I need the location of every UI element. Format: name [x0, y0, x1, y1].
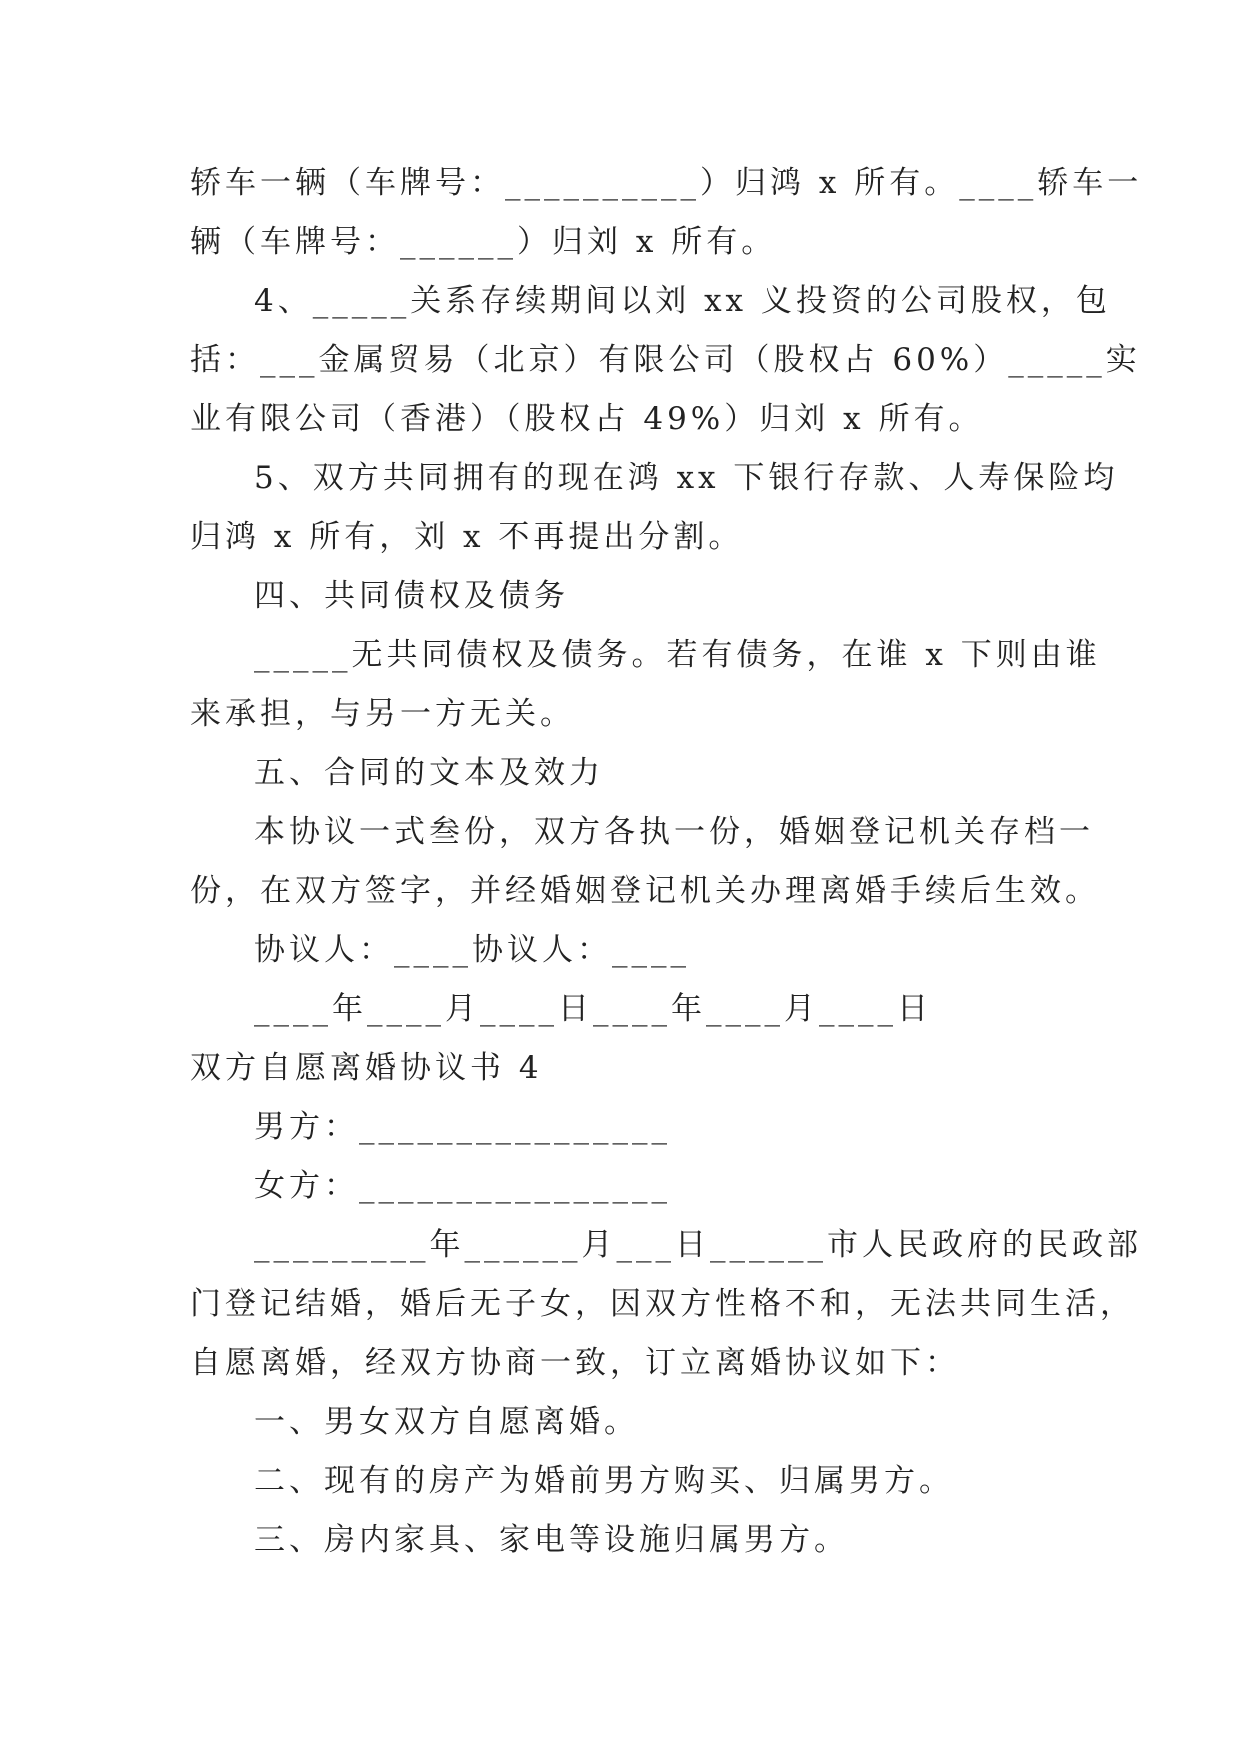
text-line: 辆（车牌号：______）归刘 x 所有。 — [190, 224, 777, 260]
text-line: 括：___金属贸易（北京）有限公司（股权占 60%）_____实 — [190, 342, 1141, 378]
text-line: 轿车一辆（车牌号：__________）归鸿 x 所有。____轿车一 — [190, 165, 1143, 201]
text-line: _____无共同债权及债务。若有债务，在谁 x 下则由谁 — [254, 637, 1101, 673]
text-line: 来承担，与另一方无关。 — [190, 696, 575, 732]
text-line: 份，在双方签字，并经婚姻登记机关办理离婚手续后生效。 — [190, 873, 1100, 909]
section-heading: 五、合同的文本及效力 — [254, 755, 604, 791]
clause-line: 一、男女双方自愿离婚。 — [254, 1404, 639, 1440]
text-line: 门登记结婚，婚后无子女，因双方性格不和，无法共同生活， — [190, 1286, 1135, 1322]
text-line: 4、_____关系存续期间以刘 xx 义投资的公司股权，包 — [254, 283, 1111, 319]
text-line: 5、双方共同拥有的现在鸿 xx 下银行存款、人寿保险均 — [254, 460, 1119, 496]
signature-line: 协议人：____协议人：____ — [254, 932, 690, 968]
document-body — [190, 154, 1143, 1570]
clause-line: 二、现有的房产为婚前男方购买、归属男方。 — [254, 1463, 954, 1499]
female-party-line: 女方：________________ — [254, 1168, 671, 1204]
male-party-line: 男方：________________ — [254, 1109, 671, 1145]
text-line: 业有限公司（香港）（股权占 49%）归刘 x 所有。 — [190, 401, 984, 437]
section-heading: 四、共同债权及债务 — [254, 578, 569, 614]
text-line: _________年______月___日______市人民政府的民政部 — [254, 1227, 1142, 1263]
date-line: ____年____月____日____年____月____日 — [254, 991, 932, 1027]
text-line: 本协议一式叁份，双方各执一份，婚姻登记机关存档一 — [254, 814, 1094, 850]
text-line: 自愿离婚，经双方协商一致，订立离婚协议如下： — [190, 1345, 960, 1381]
text-line: 归鸿 x 所有，刘 x 不再提出分割。 — [190, 519, 744, 555]
clause-line: 三、房内家具、家电等设施归属男方。 — [254, 1522, 849, 1558]
document-title: 双方自愿离婚协议书 4 — [190, 1050, 543, 1086]
